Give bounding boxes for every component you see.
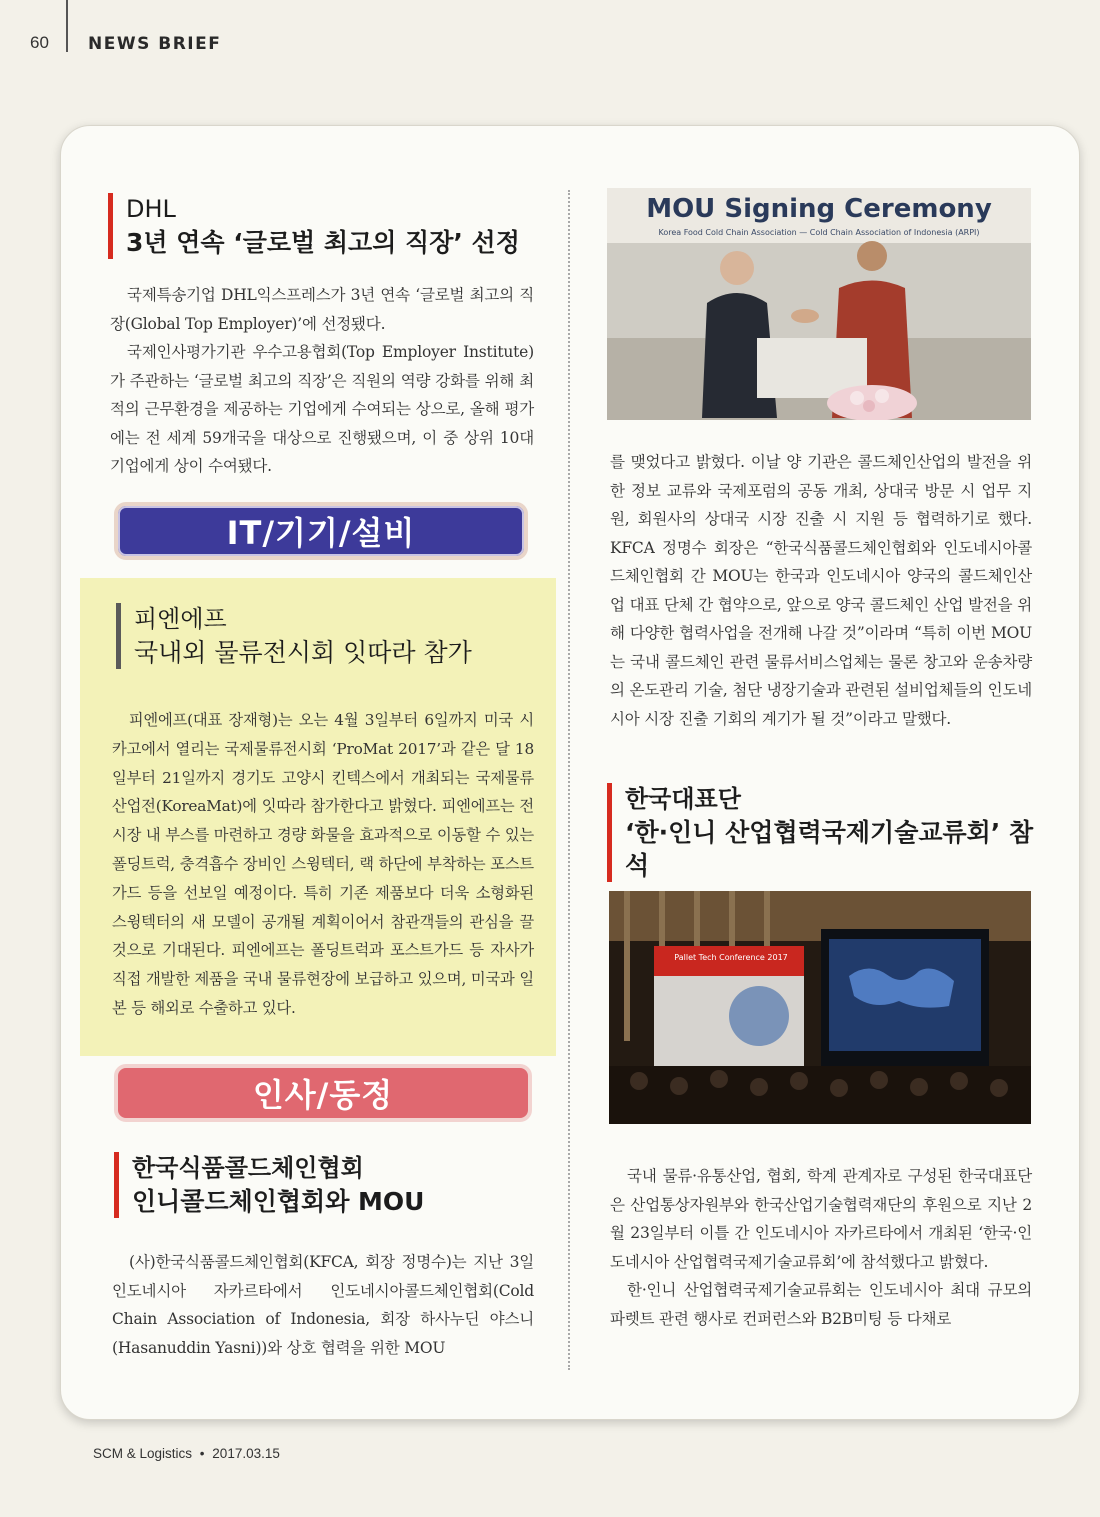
conference-photo [609, 891, 1031, 1124]
article-heading-delegation [607, 783, 1037, 882]
article-kicker: 피엔에프 [134, 605, 227, 633]
category-banner-it: IT/기기/설비 [114, 502, 528, 560]
page-footer [93, 1446, 280, 1461]
publication-name: SCM & Logistics [93, 1446, 193, 1461]
article-body-dhl [110, 281, 534, 481]
article-body-kfca-continued [610, 448, 1032, 733]
conference-screen-title: Pallet Tech Conference 2017 [674, 953, 788, 962]
page-number: 60 [30, 33, 49, 52]
publication-date: 2017.03.15 [212, 1446, 280, 1461]
article-paragraph: 피엔에프(대표 장재형)는 오는 4월 3일부터 6일까지 미국 시카고에서 열리는 국제물류전시회 ‘ProMat 2017’과 같은 달 18일부터 21일까지 경기도 고양시 킨텍스에서 개최되는 국제물류산업전(KoreaMat)에 잇따라 참가한다고 밝혔다. 피엔에프는 전시장 내 부스를 마련하고 경량 화물을 효과적으로 이동할 수 있는 폴딩트럭, 충격흡수 장비인 스윙텍터, 랙 하단에 부착하는 포스트가드 등을 선보일 예정이다. 특히 기존 제품보다 더욱 소형화된 스윙텍터의 새 모델이 공개될 계획이어서 참관객들의 관심을 끌 것으로 기대된다. 피엔에프는 폴딩트럭과 포스트가드 등 자사가 직접 개발한 제품을 국내 물류현장에 보급하고 있으며, 미국과 일본 등 해외로 수출하고 있다. [112, 711, 534, 1017]
article-title: 인니콜드체인협회와 MOU [132, 1187, 425, 1216]
article-body-delegation [610, 1162, 1032, 1333]
conference-photo-illustration [609, 891, 1031, 1124]
section-title: NEWS BRIEF [88, 34, 222, 54]
article-title: 3년 연속 ‘글로벌 최고의 직장’ 선정 [126, 228, 520, 257]
article-title: 국내외 물류전시회 잇따라 참가 [134, 638, 472, 667]
article-heading-kfca [114, 1152, 534, 1218]
article-body-pnf [112, 706, 534, 1023]
mou-banner-subtitle: Korea Food Cold Chain Association — Cold Chain Association of Indonesia (ARPI) [658, 228, 980, 237]
mou-ceremony-photo [607, 188, 1031, 420]
article-kicker: DHL [126, 195, 176, 223]
article-paragraph: 국내 물류·유통산업, 협회, 학계 관계자로 구성된 한국대표단은 산업통상자원부와 한국산업기술협력재단의 후원으로 지난 2월 23일부터 이틀 간 인도네시아 자카르타에서 개최된 ‘한국·인도네시아 산업협력국제기술교류회’에 참석했다고 밝혔다. [610, 1167, 1032, 1271]
mou-banner-title: MOU Signing Ceremony [646, 194, 992, 224]
article-paragraph: (사)한국식품콜드체인협회(KFCA, 회장 정명수)는 지난 3일 인도네시아 자카르타에서 인도네시아콜드체인협회(Cold Chain Association of Indonesia, 회장 하사누딘 야스니(Hasanuddin Yasni))와 상호 협력을 위한 MOU [112, 1253, 534, 1357]
article-kicker: 한국식품콜드체인협회 [132, 1154, 364, 1182]
article-paragraph: 국제인사평가기관 우수고용협회(Top Employer Institute)가 주관하는 ‘글로벌 최고의 직장’은 직원의 역량 강화를 위해 최적의 근무환경을 제공하는 기업에게 수여되는 상으로, 올해 평가에는 전 세계 59개국을 대상으로 진행됐으며, 이 중 상위 10대 기업에게 상이 수여됐다. [110, 343, 534, 475]
article-paragraph: 국제특송기업 DHL익스프레스가 3년 연속 ‘글로벌 최고의 직장(Global Top Employer)’에 선정됐다. [110, 286, 534, 333]
column-divider [568, 190, 570, 1370]
article-heading-pnf [116, 603, 536, 669]
article-heading-dhl [108, 193, 538, 259]
header-rule [66, 0, 68, 52]
article-title: ‘한·인니 산업협력국제기술교류회’ 참석 [625, 818, 1034, 880]
footer-separator: • [199, 1446, 205, 1461]
article-paragraph: 를 맺었다고 밝혔다. 이날 양 기관은 콜드체인산업의 발전을 위한 정보 교류와 국제포럼의 공동 개최, 상대국 방문 시 업무 지원, 회원사의 상대국 시장 진출 시 지원 등 협력하기로 했다. KFCA 정명수 회장은 “한국식품콜드체인협회와 인도네시아콜드체인협회 간 MOU는 한국과 인도네시아 양국의 콜드체인산업 대표 단체 간 협약으로, 앞으로 양국 콜드체인 산업 발전을 위해 다양한 협력사업을 전개해 나갈 것”이라며 “특히 이번 MOU는 국내 콜드체인 관련 물류서비스업체는 물론 창고와 운송차량의 온도관리 기술, 첨단 냉장기술과 관련된 설비업체들의 인도네시아 시장 진출 기회의 계기가 될 것”이라고 말했다. [610, 453, 1032, 728]
article-paragraph: 한·인니 산업협력국제기술교류회는 인도네시아 최대 규모의 파렛트 관련 행사로 컨퍼런스와 B2B미팅 등 다채로 [610, 1281, 1032, 1328]
article-body-kfca [112, 1248, 534, 1362]
article-kicker: 한국대표단 [625, 785, 741, 813]
category-banner-hr: 인사/동정 [114, 1064, 532, 1122]
